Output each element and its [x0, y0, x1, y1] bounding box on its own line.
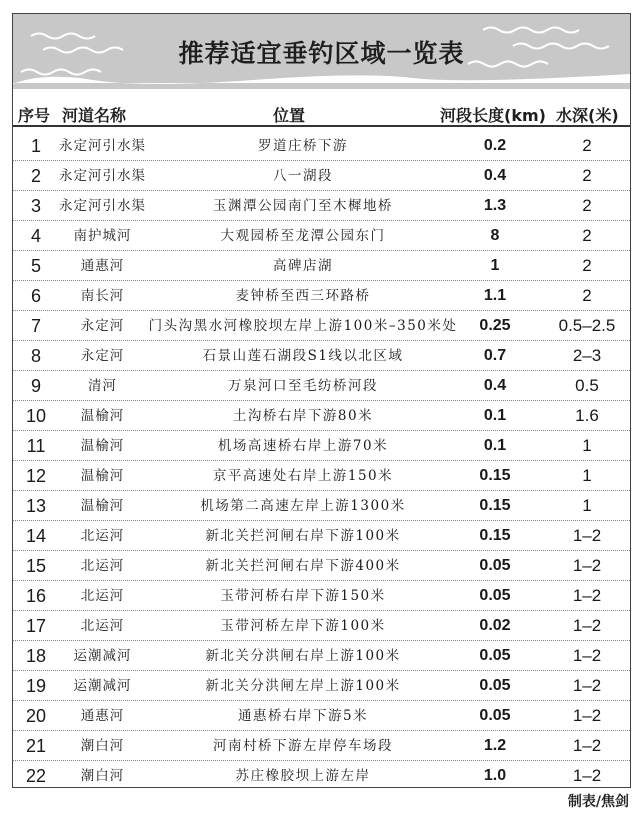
segment-length: 0.15: [479, 527, 511, 544]
location: 新北关拦河闸右岸下游100米: [205, 528, 401, 544]
location: 新北关分洪闸右岸上游100米: [205, 648, 401, 664]
row-number: 22: [25, 766, 47, 786]
location: 八一湖段: [273, 168, 333, 184]
table-row: [13, 131, 630, 161]
river-name: 温榆河: [80, 498, 125, 514]
location: 万泉河口至毛纺桥河段: [228, 378, 378, 394]
segment-length: 1: [490, 257, 500, 274]
table-row: [13, 251, 630, 281]
row-number: 12: [25, 466, 47, 486]
location: 通惠桥右岸下游5米: [237, 708, 369, 724]
river-name: 永定河引水渠: [59, 198, 146, 214]
segment-length: 0.25: [479, 317, 511, 334]
water-depth: 1–2: [572, 706, 602, 725]
table-row: [13, 311, 630, 341]
table-row: [13, 581, 630, 611]
segment-length: 0.05: [479, 557, 511, 574]
water-depth: 1–2: [572, 676, 602, 695]
location: 机场第二高速左岸上游1300米: [200, 498, 406, 514]
location: 土沟桥右岸下游80米: [232, 408, 374, 424]
header-river: 河道名称: [62, 106, 127, 125]
page-title: 推荐适宜垂钓区域一览表: [178, 39, 465, 68]
river-name: 北运河: [80, 528, 125, 544]
location: 玉渊潭公园南门至木樨地桥: [213, 198, 393, 214]
segment-length: 0.15: [479, 467, 511, 484]
segment-length: 8: [490, 227, 500, 244]
row-number: 20: [25, 706, 47, 726]
river-name: 温榆河: [80, 408, 125, 424]
header-length: 河段长度(km): [440, 106, 546, 125]
water-depth: 1–2: [572, 586, 602, 605]
row-number: 17: [25, 616, 47, 636]
row-number: 9: [30, 376, 41, 396]
water-depth: 1–2: [572, 646, 602, 665]
water-depth: 0.5–2.5: [558, 316, 616, 335]
table-body: [13, 131, 630, 791]
segment-length: 1.3: [483, 197, 507, 214]
row-number: 8: [30, 346, 41, 366]
location: 门头沟黑水河橡胶坝左岸上游100米–350米处: [148, 318, 458, 334]
row-number: 11: [26, 436, 46, 456]
river-name: 北运河: [80, 558, 125, 574]
segment-length: 1.0: [483, 767, 507, 784]
river-name: 清河: [88, 378, 117, 394]
water-depth: 1: [582, 436, 592, 455]
row-number: 7: [30, 316, 41, 336]
row-number: 14: [25, 526, 47, 546]
river-name: 永定河引水渠: [59, 168, 146, 184]
water-depth: 1.6: [575, 406, 599, 425]
location: 玉带河桥左岸下游100米: [220, 618, 386, 634]
table-frame: [12, 13, 631, 788]
location: 新北关拦河闸右岸下游400米: [205, 558, 401, 574]
table-row: [13, 401, 630, 431]
header-location: 位置: [273, 106, 306, 125]
river-name: 潮白河: [80, 738, 125, 754]
segment-length: 0.2: [483, 137, 507, 154]
segment-length: 0.05: [479, 707, 511, 724]
water-depth: 1–2: [572, 766, 602, 785]
row-number: 1: [30, 136, 41, 156]
table-row: [13, 191, 630, 221]
water-depth: 1–2: [572, 616, 602, 635]
river-name: 通惠河: [80, 708, 125, 724]
location: 京平高速处右岸上游150米: [212, 468, 394, 484]
row-number: 15: [25, 556, 47, 576]
river-name: 永定河: [80, 348, 125, 364]
row-number: 6: [30, 286, 41, 306]
credit-text: 制表/焦剑: [567, 794, 629, 810]
location: 玉带河桥右岸下游150米: [220, 588, 386, 604]
segment-length: 0.1: [483, 437, 507, 454]
table-row: [13, 551, 630, 581]
table-row: [13, 161, 630, 191]
table-row: [13, 461, 630, 491]
river-name: 通惠河: [80, 258, 125, 274]
segment-length: 0.4: [483, 167, 507, 184]
water-depth: 1: [582, 496, 592, 515]
table-row: [13, 491, 630, 521]
water-depth: 1–2: [572, 526, 602, 545]
water-depth: 1–2: [572, 556, 602, 575]
water-depth: 2: [582, 286, 592, 305]
row-number: 10: [25, 406, 47, 426]
row-number: 18: [25, 646, 47, 666]
segment-length: 1.2: [483, 737, 507, 754]
table-row: [13, 341, 630, 371]
row-number: 21: [25, 736, 47, 756]
water-depth: 2: [582, 256, 592, 275]
river-name: 运潮减河: [73, 678, 132, 694]
row-number: 5: [30, 256, 41, 276]
row-number: 16: [25, 586, 47, 606]
table-row: [13, 371, 630, 401]
water-depth: 2: [582, 166, 592, 185]
river-name: 永定河: [80, 318, 125, 334]
segment-length: 0.02: [479, 617, 511, 634]
river-name: 永定河引水渠: [59, 138, 146, 154]
river-name: 温榆河: [80, 438, 125, 454]
location: 机场高速桥右岸上游70米: [217, 438, 389, 454]
row-number: 4: [30, 226, 41, 246]
row-number: 13: [25, 496, 47, 516]
segment-length: 0.15: [479, 497, 511, 514]
location: 大观园桥至龙潭公园东门: [220, 228, 386, 244]
segment-length: 0.05: [479, 587, 511, 604]
table-row: [13, 671, 630, 701]
row-number: 2: [30, 166, 41, 186]
river-name: 潮白河: [80, 768, 125, 784]
table-row: [13, 221, 630, 251]
header-no: 序号: [18, 106, 51, 125]
river-name: 南长河: [80, 288, 125, 304]
water-depth: 2: [582, 136, 592, 155]
header-divider: [13, 125, 630, 127]
river-name: 北运河: [80, 618, 125, 634]
table-row: [13, 701, 630, 731]
location: 罗道庄桥下游: [258, 138, 348, 154]
water-depth: 2–3: [572, 346, 602, 365]
table-row: [13, 761, 630, 791]
segment-length: 0.7: [483, 347, 507, 364]
segment-length: 0.05: [479, 677, 511, 694]
river-name: 运潮减河: [73, 648, 132, 664]
table-header: [13, 89, 630, 124]
row-number: 3: [30, 196, 41, 216]
title-banner: [13, 14, 630, 89]
table-row: [13, 521, 630, 551]
water-depth: 1–2: [572, 736, 602, 755]
water-depth: 0.5: [575, 376, 599, 395]
location: 河南村桥下游左岸停车场段: [213, 738, 393, 754]
header-depth: 水深(米): [556, 106, 619, 125]
table-row: [13, 611, 630, 641]
river-name: 温榆河: [80, 468, 125, 484]
location: 麦钟桥至西三环路桥: [235, 288, 371, 304]
table-row: [13, 431, 630, 461]
segment-length: 0.1: [483, 407, 507, 424]
river-name: 北运河: [80, 588, 125, 604]
table-row: [13, 641, 630, 671]
table-row: [13, 281, 630, 311]
location: 石景山莲石湖段S1线以北区域: [202, 348, 404, 364]
river-name: 南护城河: [73, 228, 132, 244]
segment-length: 0.4: [483, 377, 507, 394]
water-depth: 1: [582, 466, 592, 485]
location: 新北关分洪闸左岸上游100米: [205, 678, 401, 694]
water-depth: 2: [582, 196, 592, 215]
segment-length: 1.1: [483, 287, 507, 304]
water-depth: 2: [582, 226, 592, 245]
table-row: [13, 731, 630, 761]
location: 苏庄橡胶坝上游左岸: [235, 768, 371, 784]
location: 高碑店湖: [273, 258, 333, 274]
segment-length: 0.05: [479, 647, 511, 664]
row-number: 19: [25, 676, 47, 696]
